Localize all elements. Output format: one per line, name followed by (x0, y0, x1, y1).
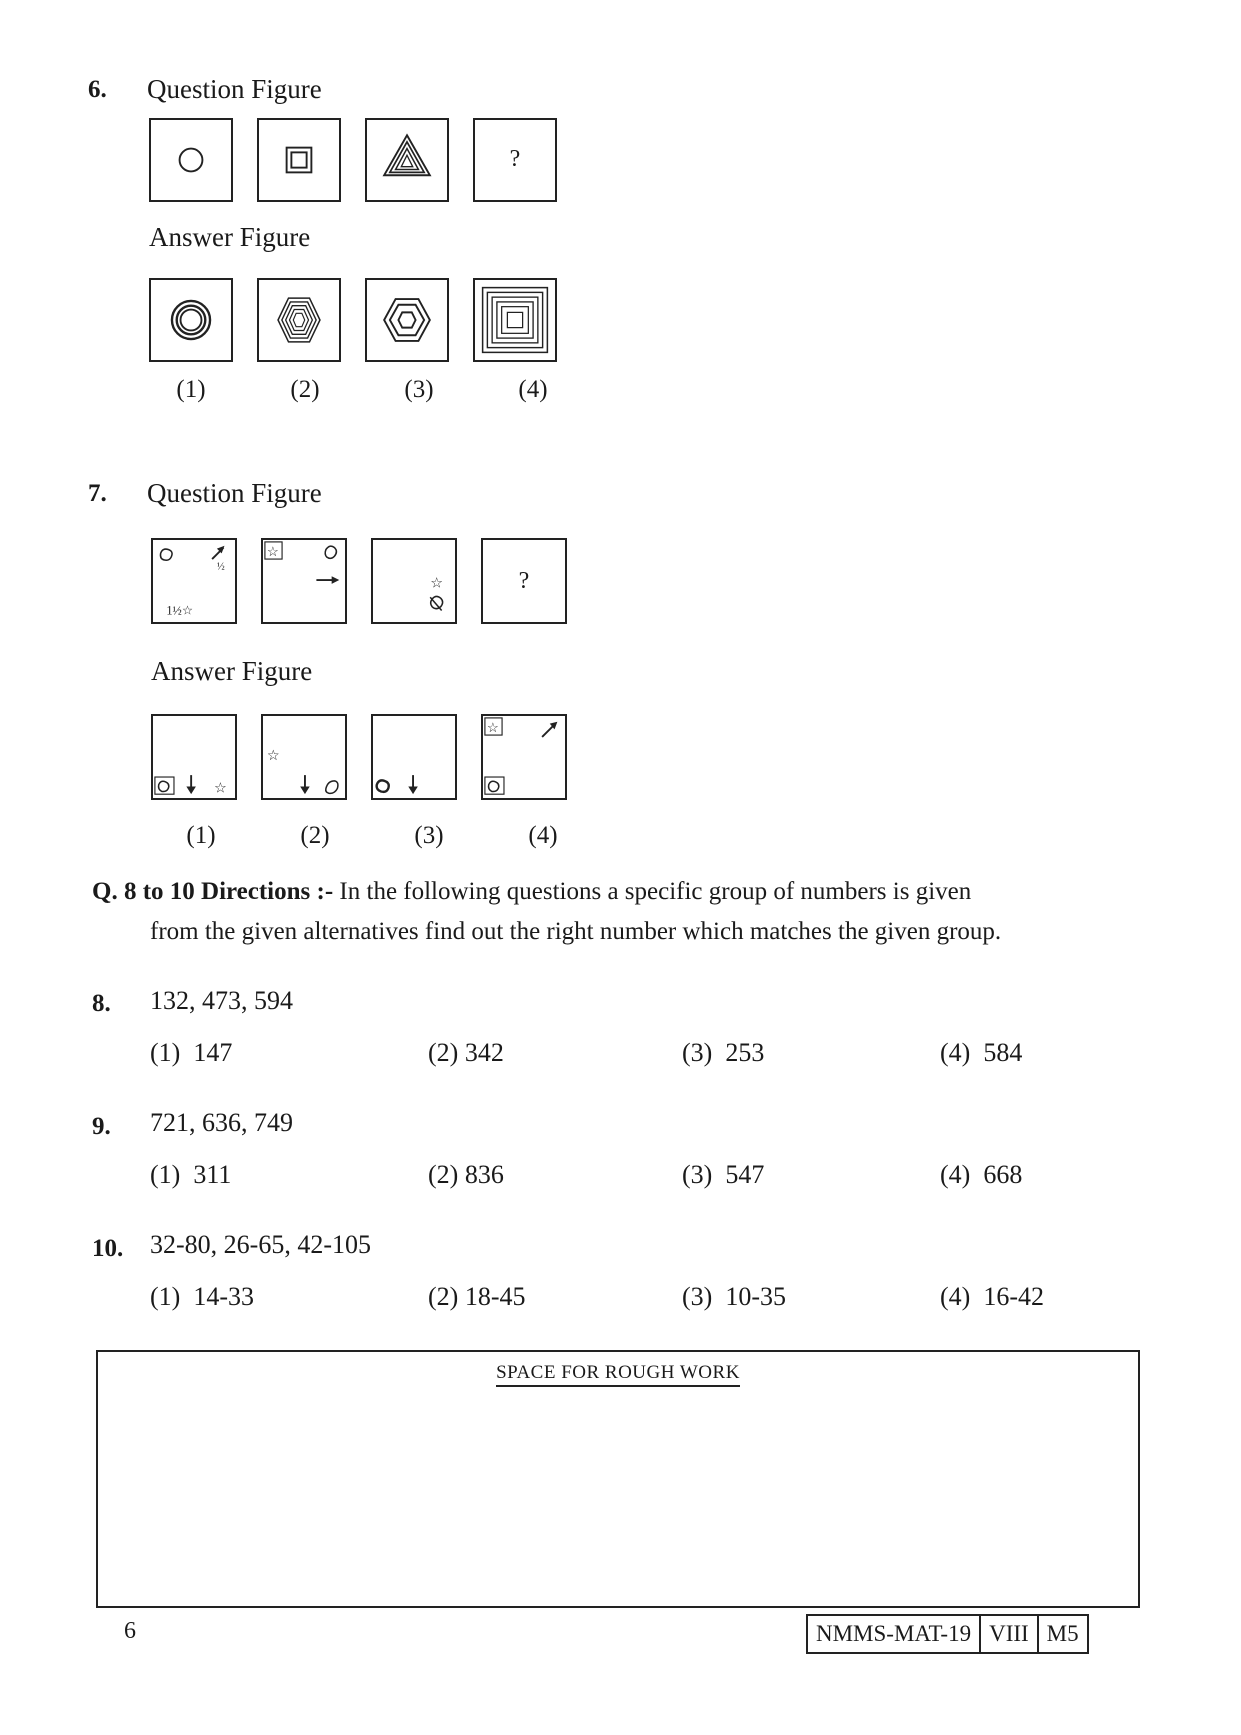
q6-option-label-4: (4) (518, 376, 548, 403)
symbols-figure (263, 716, 345, 798)
q7-option-label-3: (3) (414, 822, 444, 849)
q7-number: 7. (88, 480, 107, 507)
concentric-squares-figure (475, 280, 555, 360)
q8-option-2[interactable]: (2) 342 (428, 1038, 504, 1067)
paper-class: VIII (981, 1616, 1039, 1652)
paper-code-box (806, 1614, 1089, 1654)
q6-question-figures (149, 118, 557, 202)
q9-option-3[interactable]: (3) 547 (682, 1160, 765, 1189)
q10-option-1[interactable]: (1) 14-33 (150, 1282, 254, 1311)
star-icon: ☆ (214, 780, 227, 797)
q7-question-figure-3 (371, 538, 457, 624)
q7-question-figure-4 (481, 538, 567, 624)
nested-square-figure (259, 120, 339, 200)
q7-answer-label: Answer Figure (151, 656, 313, 686)
q9-option-4[interactable]: (4) 668 (940, 1160, 1023, 1189)
q6-number: 6. (88, 76, 107, 103)
circle-figure (151, 120, 231, 200)
q7-option-label-1: (1) (186, 822, 216, 849)
q6-option-label-2: (2) (290, 376, 320, 403)
symbols-figure (153, 540, 235, 622)
q7-question-figure-2 (261, 538, 347, 624)
q8-option-3[interactable]: (3) 253 (682, 1038, 765, 1067)
question-mark: ? (518, 568, 530, 594)
symbols-figure (153, 716, 235, 798)
paper-code: NMMS-MAT-19 (808, 1616, 981, 1652)
q6-answer-figure-1[interactable] (149, 278, 233, 362)
directions-text-line1: In the following questions a specific group of numbers is given (339, 878, 972, 905)
q8-option-4[interactable]: (4) 584 (940, 1038, 1023, 1067)
q7-option-labels (144, 822, 600, 850)
fraction-star-label: 1½☆ (166, 603, 193, 618)
q8-option-1[interactable]: (1) 147 (150, 1038, 233, 1067)
page-number: 6 (124, 1618, 136, 1644)
directions-label: Q. 8 to 10 Directions :- (92, 878, 334, 905)
q6-option-labels (134, 376, 590, 404)
directions-block (92, 872, 1142, 952)
q10-option-4[interactable]: (4) 16-42 (940, 1282, 1044, 1311)
q7-answer-figures[interactable] (151, 714, 567, 800)
q7-option-label-4: (4) (528, 822, 558, 849)
q10-sequence: 32-80, 26-65, 42-105 (150, 1230, 371, 1259)
q6-question-figure-1 (149, 118, 233, 202)
q6-answer-figure-4[interactable] (473, 278, 557, 362)
q10-number: 10. (92, 1235, 124, 1262)
q6-question-figure-2 (257, 118, 341, 202)
directions-text-line2: from the given alternatives find out the right number which matches the given group. (150, 918, 1002, 945)
rough-work-box[interactable] (96, 1350, 1140, 1608)
q6-option-label-3: (3) (404, 376, 434, 403)
q10-option-2[interactable]: (2) 18-45 (428, 1282, 526, 1311)
q6-question-label: Question Figure (147, 74, 322, 104)
symbols-figure (373, 540, 455, 622)
nested-triangle-figure (367, 120, 447, 200)
hexagon-pair-figure (367, 280, 447, 360)
q7-question-label: Question Figure (147, 478, 322, 508)
star-icon: ☆ (266, 545, 279, 561)
q6-answer-label: Answer Figure (149, 222, 311, 252)
q9-option-2[interactable]: (2) 836 (428, 1160, 504, 1189)
q7-answer-figure-4[interactable] (481, 714, 567, 800)
concentric-hexagons-figure (259, 280, 339, 360)
q7-answer-figure-3[interactable] (371, 714, 457, 800)
q10-option-3[interactable]: (3) 10-35 (682, 1282, 786, 1311)
q6-answer-figure-2[interactable] (257, 278, 341, 362)
q7-question-figure-1 (151, 538, 237, 624)
q9-sequence: 721, 636, 749 (150, 1108, 293, 1137)
star-icon: ☆ (430, 575, 444, 592)
q9-number: 9. (92, 1113, 111, 1140)
symbols-figure (373, 716, 455, 798)
q8-sequence: 132, 473, 594 (150, 986, 293, 1015)
rough-work-title-text: SPACE FOR ROUGH WORK (496, 1362, 740, 1387)
symbols-figure (483, 716, 565, 798)
concentric-circles-figure (151, 280, 231, 360)
fraction-label: ½ (216, 561, 225, 573)
q6-option-label-1: (1) (176, 376, 206, 403)
q8-number: 8. (92, 990, 111, 1017)
star-icon: ☆ (486, 721, 499, 737)
q7-answer-figure-2[interactable] (261, 714, 347, 800)
q7-answer-figure-1[interactable] (151, 714, 237, 800)
q6-question-figure-3 (365, 118, 449, 202)
star-icon: ☆ (266, 747, 280, 764)
question-mark: ? (509, 146, 521, 172)
symbols-figure (263, 540, 345, 622)
q7-option-label-2: (2) (300, 822, 330, 849)
rough-work-title (98, 1362, 1138, 1384)
q7-question-figures (151, 538, 567, 624)
q6-answer-figures[interactable] (149, 278, 557, 362)
paper-set: M5 (1046, 1621, 1079, 1646)
q6-question-figure-4 (473, 118, 557, 202)
q9-option-1[interactable]: (1) 311 (150, 1160, 232, 1189)
q6-answer-figure-3[interactable] (365, 278, 449, 362)
